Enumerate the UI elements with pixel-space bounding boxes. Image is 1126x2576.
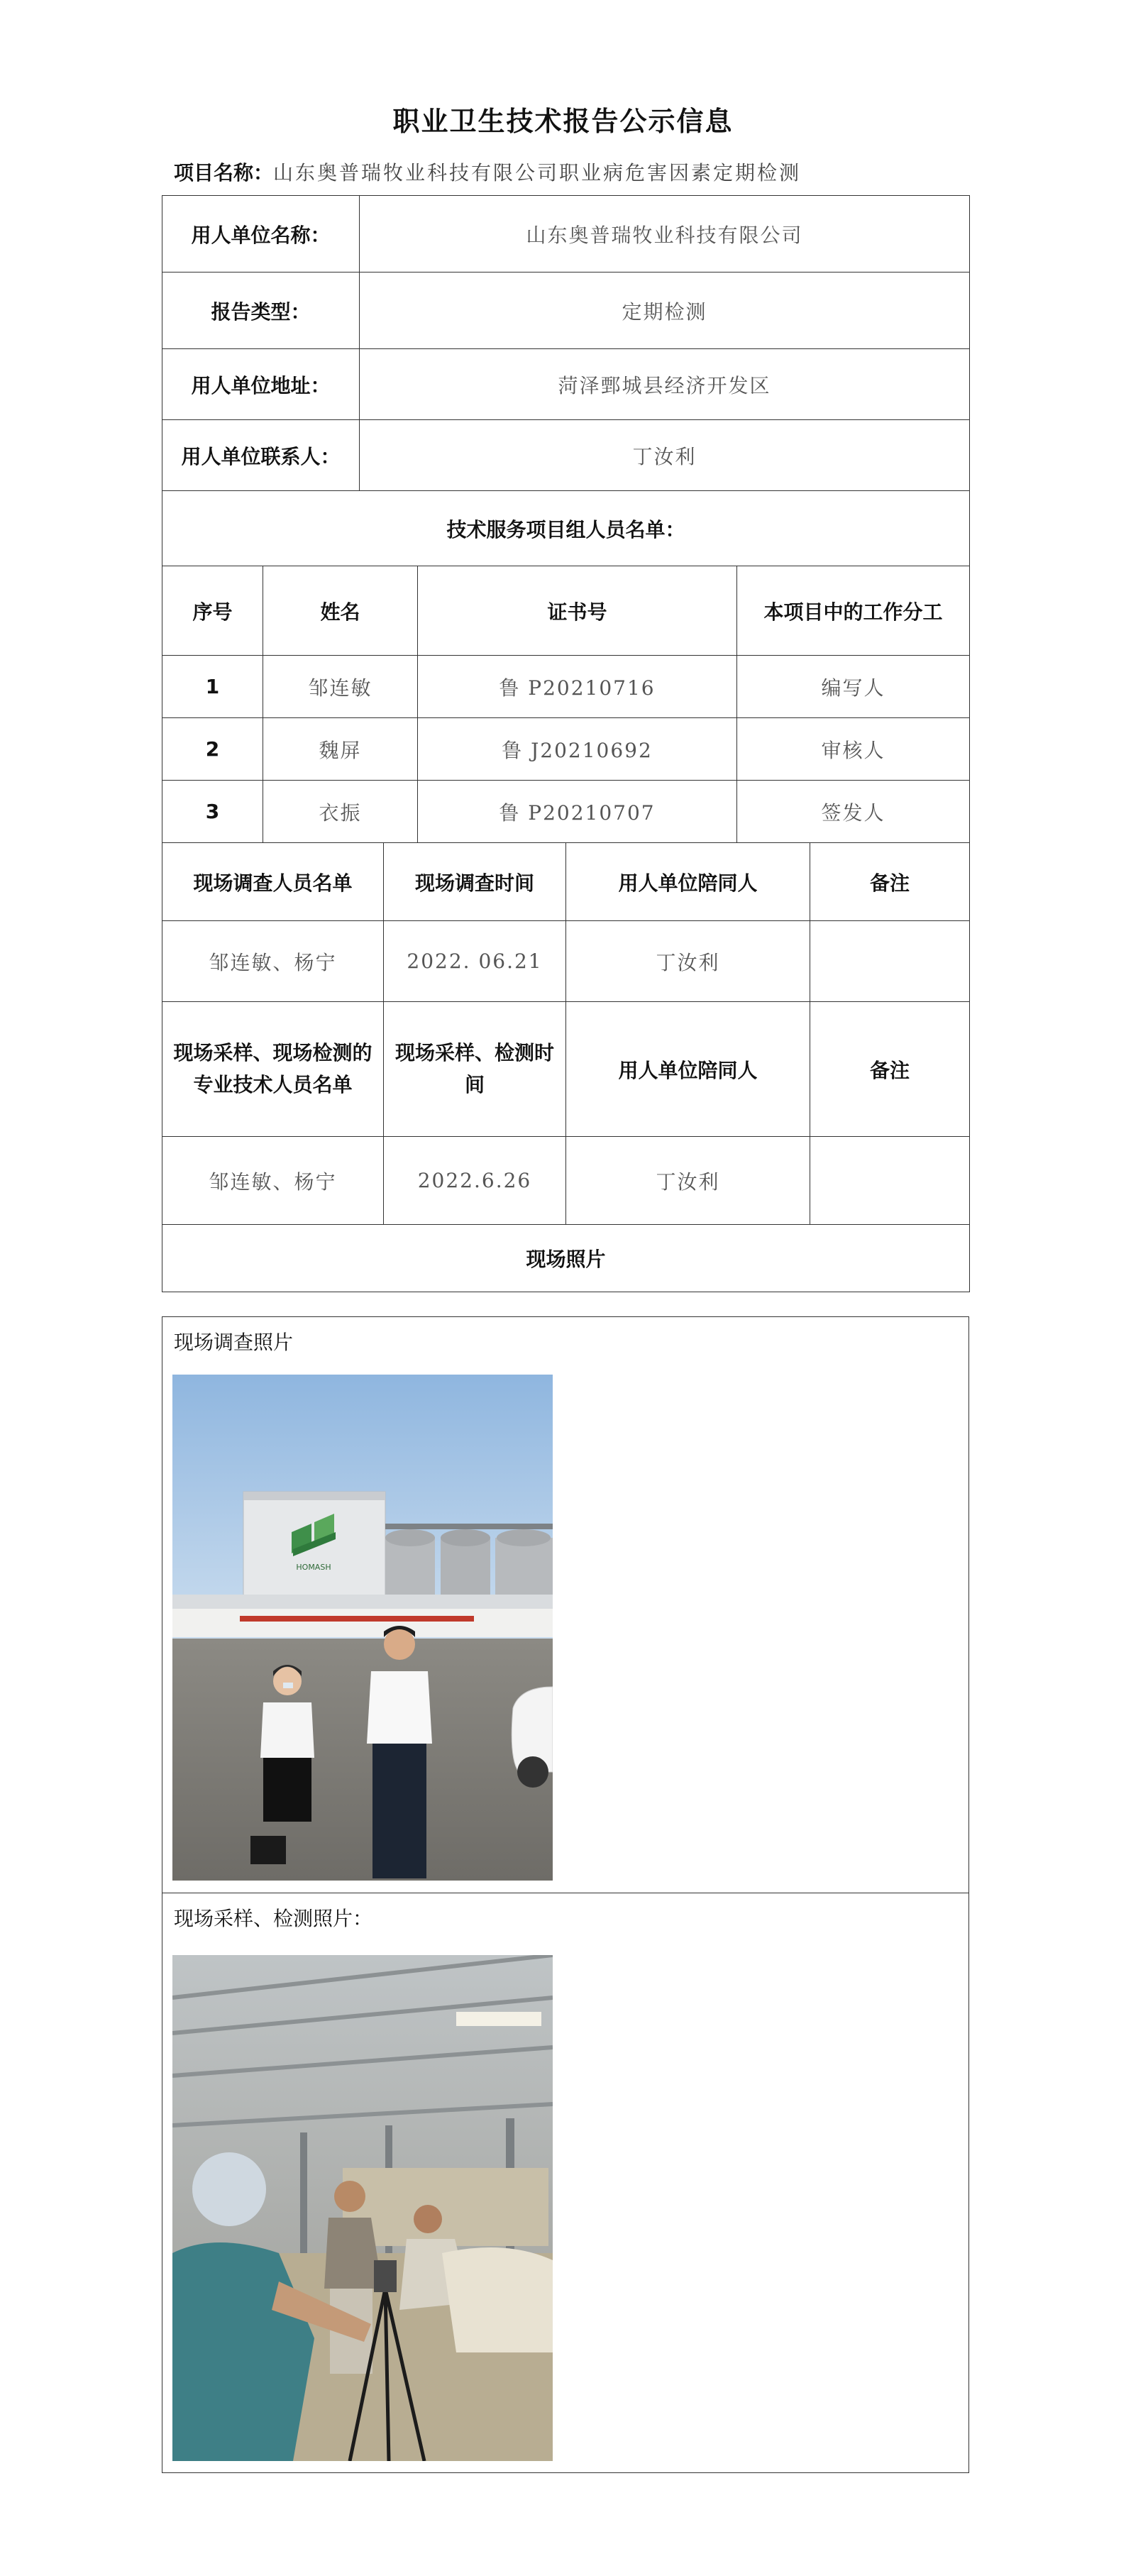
warehouse-roof <box>172 1595 553 1609</box>
survey-photo <box>172 1375 553 1881</box>
project-name: 山东奥普瑞牧业科技有限公司职业病危害因素定期检测 <box>273 161 802 185</box>
survey-companion-header: 用人单位陪同人 <box>566 843 810 921</box>
team-header-row <box>162 566 970 656</box>
row-no: 1 <box>162 656 263 718</box>
survey-companion: 丁汝利 <box>566 921 810 1002</box>
project-line <box>174 158 801 186</box>
photos-heading: 现场照片 <box>162 1225 970 1292</box>
sampling-companion: 丁汝利 <box>566 1137 810 1225</box>
unit-name-label: 用人单位名称： <box>162 196 360 273</box>
row-no: 3 <box>162 781 263 843</box>
survey-photo-label: 现场调查照片 <box>174 1331 294 1354</box>
address-value: 菏泽鄄城县经济开发区 <box>360 349 970 420</box>
survey-row <box>162 921 970 1002</box>
row-role: 签发人 <box>737 781 970 843</box>
survey-header-row <box>162 843 970 921</box>
team-table <box>162 566 970 843</box>
project-label: 项目名称： <box>174 161 274 185</box>
row-role: 编写人 <box>737 656 970 718</box>
col-cert: 证书号 <box>418 566 737 656</box>
photos-heading-row <box>162 1225 970 1292</box>
sampling-row <box>162 1137 970 1225</box>
info-row-contact <box>162 420 970 491</box>
info-row-address <box>162 349 970 420</box>
warehouse-wall <box>172 1609 553 1637</box>
sampling-photo <box>172 1955 553 2461</box>
row-name: 邹连敏 <box>263 656 418 718</box>
red-banner <box>240 1616 474 1622</box>
survey-staff: 邹连敏、杨宁 <box>162 921 384 1002</box>
row-role: 审核人 <box>737 718 970 781</box>
survey-staff-header: 现场调查人员名单 <box>162 843 384 921</box>
sampling-note-header: 备注 <box>810 1002 970 1137</box>
row-name: 魏屏 <box>263 718 418 781</box>
sampling-date: 2022.6.26 <box>384 1137 566 1225</box>
row-name: 衣振 <box>263 781 418 843</box>
sampling-staff: 邹连敏、杨宁 <box>162 1137 384 1225</box>
survey-date-header: 现场调查时间 <box>384 843 566 921</box>
row-no: 2 <box>162 718 263 781</box>
survey-date: 2022. 06.21 <box>384 921 566 1002</box>
roof-light <box>456 2012 541 2026</box>
sample-bag <box>442 2247 553 2352</box>
survey-note-header: 备注 <box>810 843 970 921</box>
team-heading: 技术服务项目组人员名单： <box>162 491 970 566</box>
photos-box <box>162 1316 969 2473</box>
ground <box>172 1639 553 1881</box>
sampling-staff-header: 现场采样、现场检测的专业技术人员名单 <box>162 1002 384 1137</box>
contact-label: 用人单位联系人： <box>162 420 360 491</box>
unit-name-value: 山东奥普瑞牧业科技有限公司 <box>360 196 970 273</box>
sampling-photo-label: 现场采样、检测照片： <box>174 1907 373 1930</box>
svg-text:HOMASH: HOMASH <box>296 1563 331 1572</box>
building <box>243 1492 385 1605</box>
row-cert: 鲁 P20210716 <box>418 656 737 718</box>
address-label: 用人单位地址： <box>162 349 360 420</box>
sampling-note <box>810 1137 970 1225</box>
contact-value: 丁汝利 <box>360 420 970 491</box>
col-no: 序号 <box>162 566 263 656</box>
sampling-header-row <box>162 1002 970 1137</box>
sampling-companion-header: 用人单位陪同人 <box>566 1002 810 1137</box>
table-row <box>162 718 970 781</box>
report-type-label: 报告类型： <box>162 273 360 349</box>
survey-table <box>162 842 970 1292</box>
page-title: 职业卫生技术报告公示信息 <box>392 106 734 137</box>
table-row <box>162 656 970 718</box>
info-row-unit-name <box>162 196 970 273</box>
survey-note <box>810 921 970 1002</box>
table-row <box>162 781 970 843</box>
team-heading-row <box>162 491 970 566</box>
col-name: 姓名 <box>263 566 418 656</box>
silos <box>385 1524 553 1605</box>
info-row-report-type <box>162 273 970 349</box>
sampling-date-header: 现场采样、检测时间 <box>384 1002 566 1137</box>
row-cert: 鲁 J20210692 <box>418 718 737 781</box>
row-cert: 鲁 P20210707 <box>418 781 737 843</box>
detector-device <box>374 2260 397 2292</box>
report-type-value: 定期检测 <box>360 273 970 349</box>
col-role: 本项目中的工作分工 <box>737 566 970 656</box>
unit-info-table <box>162 195 970 566</box>
